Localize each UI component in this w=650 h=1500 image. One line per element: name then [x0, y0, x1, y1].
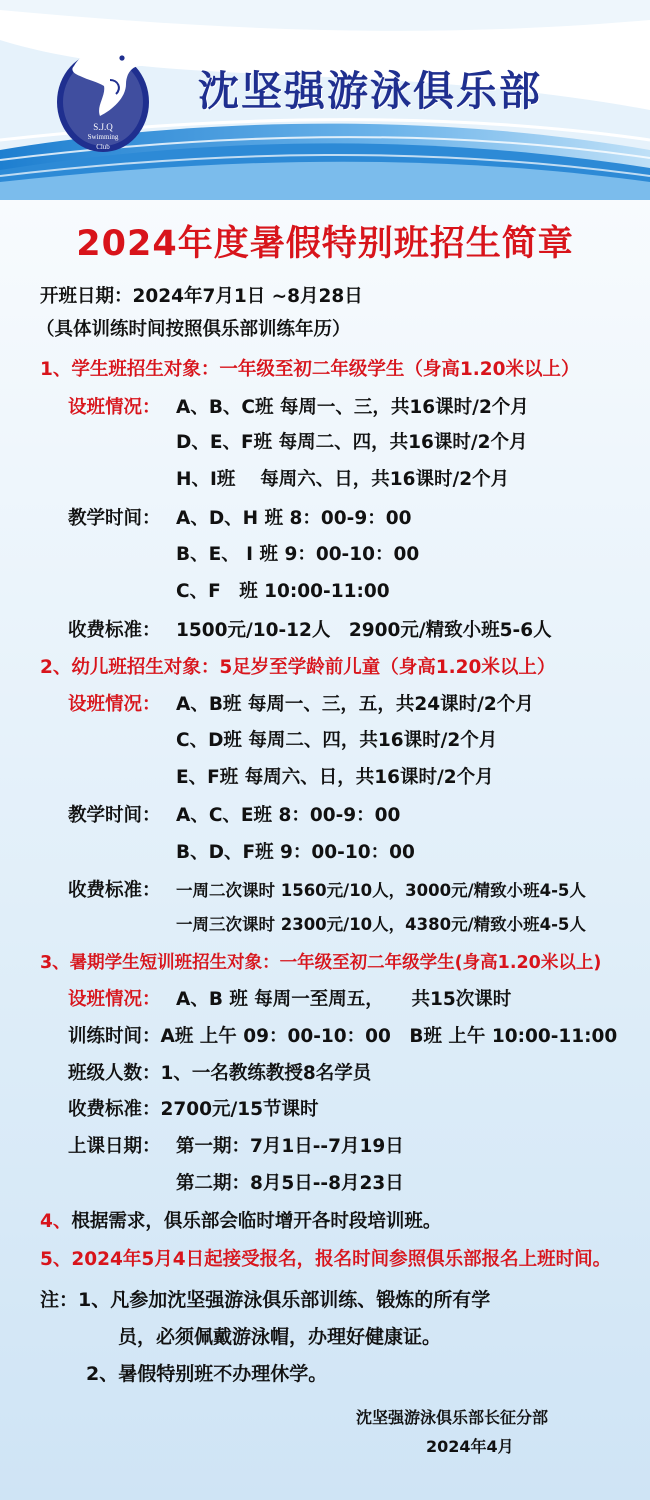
item5-text: 5、2024年5月4日起接受报名，报名时间参照俱乐部报名上班时间。: [40, 1249, 612, 1270]
logo-letters: S.J.Q: [93, 122, 113, 132]
section1-class-row: H、I班 每周六、日，共16课时/2个月: [176, 469, 510, 490]
section3-dates-label: 上课日期：: [68, 1136, 161, 1157]
section2-fee-row: 一周二次课时 1560元/10人，3000元/精致小班4-5人: [176, 881, 586, 900]
section2-fee-row: 一周三次课时 2300元/10人，4380元/精致小班4-5人: [176, 915, 586, 934]
section2-class-row: C、D班 每周二、四，共16课时/2个月: [176, 730, 498, 751]
schedule-note: （具体训练时间按照俱乐部训练年历）: [36, 319, 351, 340]
section1-class-row: D、E、F班 每周二、四，共16课时/2个月: [176, 432, 528, 453]
section2-heading: 2、幼儿班招生对象：5足岁至学龄前儿童（身高1.20米以上）: [40, 657, 556, 678]
section1-class-label: 设班情况：: [68, 397, 161, 418]
note-line: 注：1、凡参加沈坚强游泳俱乐部训练、锻炼的所有学: [40, 1289, 491, 1311]
section1-time-row: B、E、 I 班 9：00-10：00: [176, 544, 420, 565]
section2-class-row: E、F班 每周六、日，共16课时/2个月: [176, 767, 494, 788]
section3-class-size: 班级人数：1、一名教练教授8名学员: [68, 1063, 372, 1084]
section3-class-label: 设班情况：: [68, 989, 161, 1010]
footer-date: 2024年4月: [426, 1437, 514, 1456]
section2-class-label: 设班情况：: [68, 694, 161, 715]
section3-fee: 收费标准：2700元/15节课时: [68, 1099, 319, 1120]
section3-classes: A、B 班 每周一至周五， 共15次课时: [176, 989, 512, 1010]
section3-train-time: 训练时间：A班 上午 09：00-10：00 B班 上午 10:00-11:00: [68, 1026, 618, 1047]
section2-class-row: A、B班 每周一、三，五，共24课时/2个月: [176, 694, 534, 715]
note-line: 2、暑假特别班不办理休学。: [86, 1363, 328, 1385]
section3-date-row: 第二期：8月5日--8月23日: [176, 1173, 404, 1194]
section1-time-row: C、F 班 10:00-11:00: [176, 581, 390, 602]
section3-heading: 3、暑期学生短训班招生对象：一年级至初二年级学生(身高1.20米以上): [40, 953, 602, 973]
logo-sub2: Club: [96, 143, 110, 151]
logo-sub1: Swimming: [87, 133, 119, 141]
footer-org: 沈坚强游泳俱乐部长征分部: [356, 1408, 549, 1427]
section2-fee-label: 收费标准：: [68, 880, 161, 901]
section1-heading: 1、学生班招生对象：一年级至初二年级学生（身高1.20米以上）: [40, 359, 580, 380]
section1-class-row: A、B、C班 每周一、三，共16课时/2个月: [176, 397, 529, 418]
club-name: 沈坚强游泳俱乐部: [198, 67, 542, 115]
page-title: 2024年度暑假特别班招生简章: [76, 224, 574, 264]
section1-time-row: A、D、H 班 8：00-9：00: [176, 508, 412, 529]
section2-time-row: B、D、F班 9：00-10：00: [176, 842, 415, 863]
item4-body: 根据需求，俱乐部会临时增开各时段培训班。: [71, 1211, 442, 1232]
item4-number: 4、: [40, 1211, 72, 1232]
section2-time-row: A、C、E班 8：00-9：00: [176, 805, 401, 826]
section1-fee: 1500元/10-12人 2900元/精致小班5-6人: [176, 620, 552, 641]
club-logo: [52, 36, 154, 154]
item4-text: [40, 1210, 441, 1234]
opening-date: 开班日期：2024年7月1日 ~8月28日: [40, 286, 363, 307]
header-banner: [0, 0, 650, 200]
section1-time-label: 教学时间：: [68, 508, 161, 529]
note-line: 员，必须佩戴游泳帽，办理好健康证。: [118, 1326, 442, 1348]
section1-fee-label: 收费标准：: [68, 620, 161, 641]
section3-date-row: 第一期：7月1日--7月19日: [176, 1136, 404, 1157]
section2-time-label: 教学时间：: [68, 805, 161, 826]
